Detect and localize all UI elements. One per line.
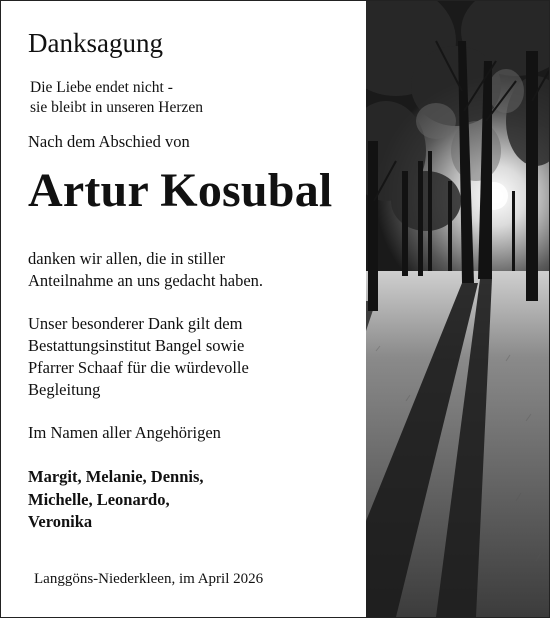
- family-line-1: Margit, Melanie, Dennis,: [28, 467, 204, 486]
- motto-line-1: Die Liebe endet nicht -: [30, 79, 173, 96]
- thanks-line-2: Anteilnahme an uns gedacht haben.: [28, 271, 264, 290]
- park-trees-photo: [366, 1, 549, 617]
- family-line-3: Veronika: [28, 512, 93, 531]
- special-thanks-line-4: Begleitung: [28, 380, 101, 399]
- special-thanks-paragraph: [28, 313, 249, 401]
- thanks-line-1: danken wir allen, die in stiller: [28, 249, 226, 268]
- on-behalf-text: Im Namen aller Angehörigen: [28, 423, 221, 442]
- intro-text: Nach dem Abschied von: [28, 132, 190, 151]
- thanks-paragraph: [28, 248, 263, 292]
- deceased-name: Artur Kosubal: [28, 164, 333, 217]
- motto-line-2: sie bleibt in unseren Herzen: [30, 99, 204, 116]
- special-thanks-line-2: Bestattungsinstitut Bangel sowie: [28, 336, 245, 355]
- family-names: [28, 466, 204, 534]
- special-thanks-line-3: Pfarrer Schaaf für die würdevolle: [28, 358, 249, 377]
- family-line-2: Michelle, Leonardo,: [28, 489, 170, 509]
- notice-heading: Danksagung: [28, 28, 163, 58]
- place-and-date: Langgöns-Niederkleen, im April 2026: [34, 571, 264, 587]
- special-thanks-line-1: Unser besonderer Dank gilt dem: [28, 314, 243, 333]
- motto: [30, 78, 203, 118]
